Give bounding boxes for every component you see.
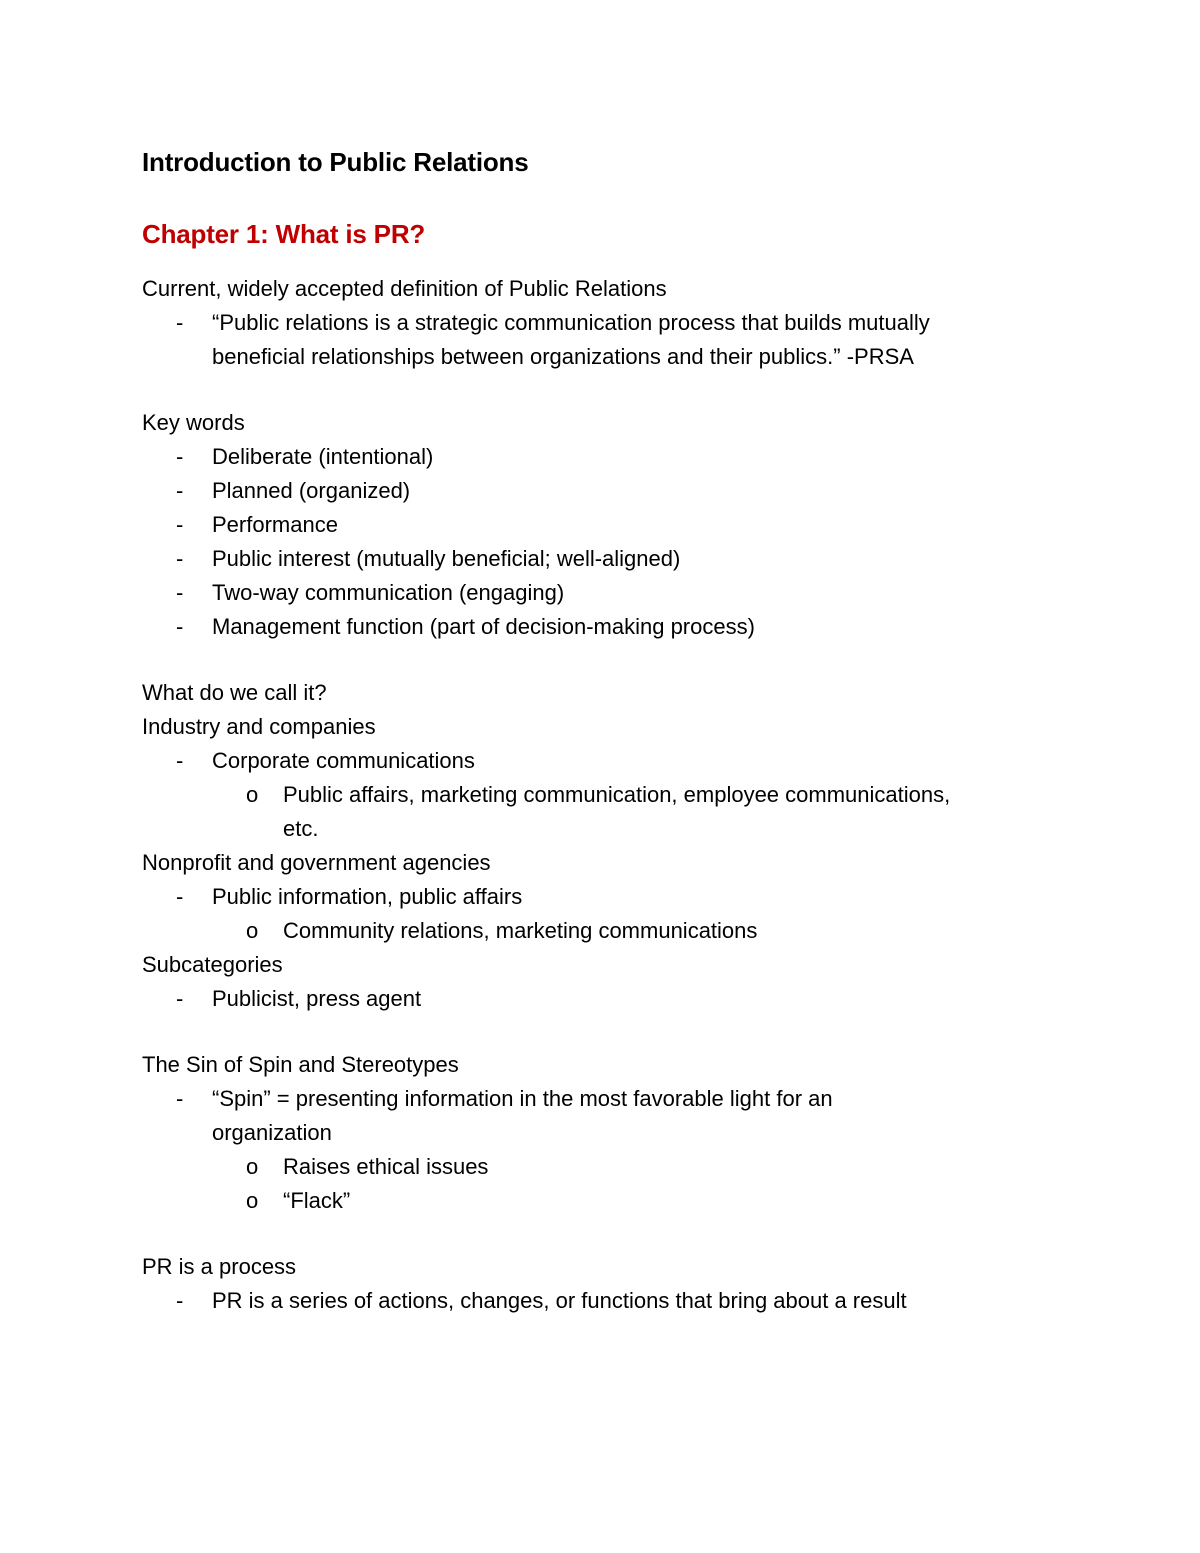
dash-bullet: - bbox=[176, 478, 184, 503]
spin-sub: “Flack” bbox=[283, 1188, 351, 1213]
spin-sub: Raises ethical issues bbox=[283, 1154, 489, 1179]
subcategories-heading: Subcategories bbox=[142, 952, 283, 977]
circle-bullet: o bbox=[246, 918, 259, 943]
keyword-text: Two-way communication (engaging) bbox=[212, 580, 565, 605]
list-item bbox=[142, 744, 1062, 778]
circle-bullet: o bbox=[246, 1188, 259, 1213]
subcategories-item: Publicist, press agent bbox=[212, 986, 422, 1011]
nonprofit-sub: Community relations, marketing communications bbox=[283, 918, 758, 943]
nonprofit-heading: Nonprofit and government agencies bbox=[142, 850, 491, 875]
list-item bbox=[142, 440, 1062, 474]
list-item bbox=[142, 576, 1062, 610]
keyword-text: Performance bbox=[212, 512, 338, 537]
dash-bullet: - bbox=[176, 512, 184, 537]
list-item bbox=[142, 1284, 1062, 1318]
dash-bullet: - bbox=[176, 1086, 184, 1111]
keyword-text: Deliberate (intentional) bbox=[212, 444, 434, 469]
list-item bbox=[142, 542, 1062, 576]
list-item bbox=[142, 1082, 1062, 1150]
spin-item-line-1: “Spin” = presenting information in the most favorable light for an bbox=[212, 1086, 833, 1111]
process-heading: PR is a process bbox=[142, 1254, 297, 1279]
nonprofit-item: Public information, public affairs bbox=[212, 884, 523, 909]
list-item bbox=[142, 474, 1062, 508]
industry-item: Corporate communications bbox=[212, 748, 475, 773]
chapter-heading: Chapter 1: What is PR? bbox=[142, 219, 426, 249]
dash-bullet: - bbox=[176, 1288, 184, 1313]
list-item bbox=[142, 982, 1062, 1016]
dash-bullet: - bbox=[176, 884, 184, 909]
dash-bullet: - bbox=[176, 986, 184, 1011]
keyword-text: Planned (organized) bbox=[212, 478, 411, 503]
document-page bbox=[142, 140, 1062, 1318]
spin-item-line-2: organization bbox=[212, 1120, 332, 1145]
document-title: Introduction to Public Relations bbox=[142, 147, 529, 177]
list-item bbox=[142, 880, 1062, 914]
list-item bbox=[142, 610, 1062, 644]
definition-quote-line-2: beneficial relationships between organizations and their publics.” -PRSA bbox=[212, 344, 914, 369]
dash-bullet: - bbox=[176, 546, 184, 571]
circle-bullet: o bbox=[246, 1154, 259, 1179]
dash-bullet: - bbox=[176, 614, 184, 639]
industry-sub-line-1: Public affairs, marketing communication, employee communications, bbox=[283, 782, 951, 807]
call-heading: What do we call it? bbox=[142, 680, 327, 705]
list-subitem bbox=[142, 1184, 1062, 1218]
list-subitem bbox=[142, 1150, 1062, 1184]
definition-quote bbox=[142, 306, 1062, 374]
dash-bullet: - bbox=[176, 580, 184, 605]
definition-heading: Current, widely accepted definition of Public Relations bbox=[142, 276, 667, 301]
dash-bullet: - bbox=[176, 310, 184, 335]
spin-heading: The Sin of Spin and Stereotypes bbox=[142, 1052, 459, 1077]
list-subitem bbox=[142, 914, 1062, 948]
list-subitem bbox=[142, 778, 1062, 846]
industry-heading: Industry and companies bbox=[142, 714, 376, 739]
keyword-text: Management function (part of decision-making process) bbox=[212, 614, 755, 639]
industry-sub-line-2: etc. bbox=[283, 816, 319, 841]
process-item: PR is a series of actions, changes, or functions that bring about a result bbox=[212, 1288, 907, 1313]
dash-bullet: - bbox=[176, 748, 184, 773]
definition-quote-line-1: “Public relations is a strategic communication process that builds mutually bbox=[212, 310, 930, 335]
keywords-heading: Key words bbox=[142, 410, 245, 435]
circle-bullet: o bbox=[246, 782, 259, 807]
keyword-text: Public interest (mutually beneficial; well-aligned) bbox=[212, 546, 681, 571]
list-item bbox=[142, 508, 1062, 542]
dash-bullet: - bbox=[176, 444, 184, 469]
